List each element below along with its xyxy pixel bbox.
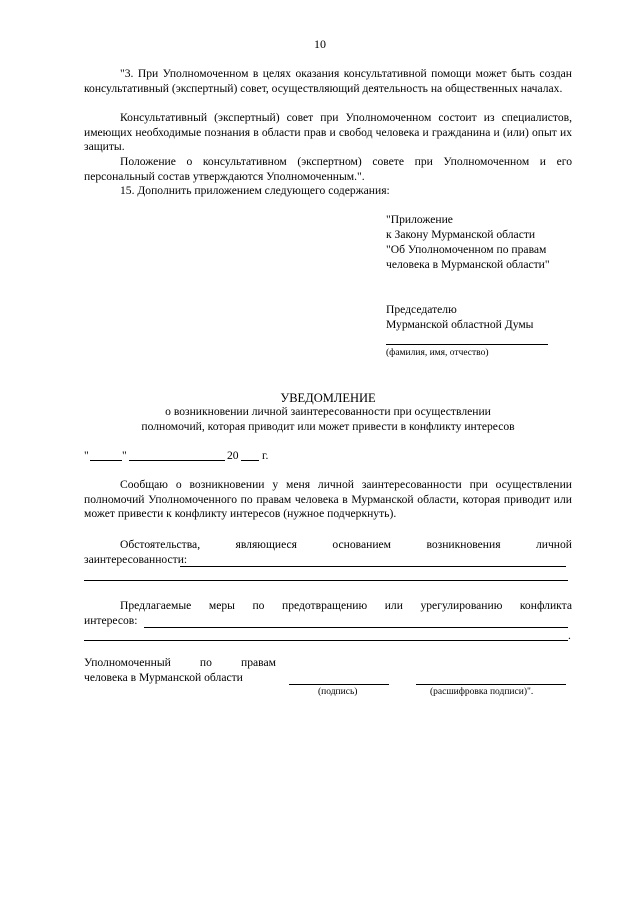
signature-decode-line [416,684,566,685]
measures-fill-line-1 [144,627,568,628]
appendix-label: "Приложение [386,213,453,226]
signature-decode-caption: (расшифровка подписи)". [430,687,534,697]
signature-line [289,684,389,685]
appendix-law: к Закону Мурманской области [386,228,536,241]
measures-fill-line-2 [84,640,568,641]
notice-subtitle-2: полномочий, которая приводит или может привести в конфликту интересов [141,420,515,433]
addressee-name-line [386,344,548,345]
page-number: 10 [314,37,326,51]
circumstances-line-1: Обстоятельства, являющиеся основанием возникновения личной [120,538,572,551]
circumstances-fill-line-1 [180,566,566,567]
appendix-law-title-1: "Об Уполномоченном по правам [386,243,547,256]
date-day-line [90,460,122,461]
measures-line-2: интересов: [84,614,138,627]
date-year-line [241,460,259,461]
appendix-law-title-2: человека в Мурманской области" [386,258,550,271]
addressee-line-1: Председателю [386,303,457,316]
paragraph-council-regulation: Положение о консультативном (экспертном) совете при Уполномоченном и его персональный состав утверждаются Уполномоченным.". [84,155,572,183]
paragraph-council-composition: Консультативный (экспертный) совет при Уполномоченном состоит из специалистов, имеющих необходимые познания в области прав и свобод человека и гражданина и (или) опыт их защиты. [84,111,572,154]
measures-end-period: . [568,629,571,642]
addressee-name-caption: (фамилия, имя, отчество) [386,348,489,358]
date-quote-open: " [84,449,89,462]
measures-line-1: Предлагаемые меры по предотвращению или урегулированию конфликта [120,599,572,612]
notice-title: УВЕДОМЛЕНИЕ [280,391,376,405]
date-year-suffix: г. [262,449,269,462]
signature-caption: (подпись) [318,687,358,697]
signature-role-2: человека в Мурманской области [84,671,243,684]
paragraph-item-15: 15. Дополнить приложением следующего содержания: [120,184,390,197]
paragraph-advisory-council: "3. При Уполномоченном в целях оказания консультативной помощи может быть создан консультативный (экспертный) совет, осуществляющий деятельность на общественных началах. [84,67,572,95]
report-paragraph: Сообщаю о возникновении у меня личной заинтересованности при осуществлении полномочий Уполномоченного по правам человека в Мурманской области, которая приводит или может привести к конфликту интересов (нужное подчеркнуть). [84,478,572,521]
signature-role-1: Уполномоченный по правам [84,656,276,669]
circumstances-line-2: заинтересованности: [84,553,188,566]
date-year-prefix: 20 [227,449,239,462]
circumstances-fill-line-2 [84,580,568,581]
date-quote-close: " [122,449,127,462]
addressee-line-2: Мурманской областной Думы [386,318,534,331]
notice-subtitle-1: о возникновении личной заинтересованности при осуществлении [165,405,491,418]
date-month-line [129,460,225,461]
